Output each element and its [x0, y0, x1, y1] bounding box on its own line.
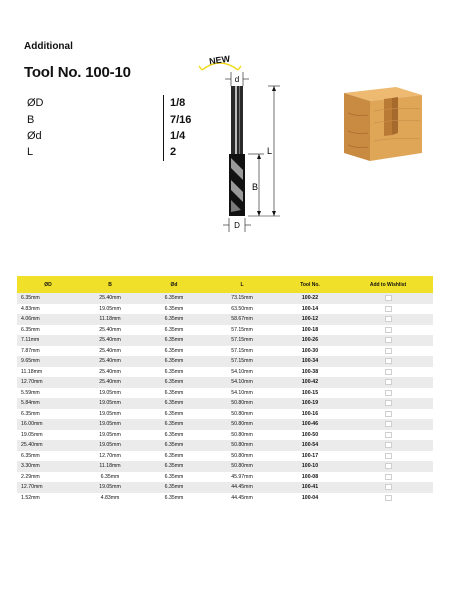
tool-number-cell: 100-50: [277, 430, 343, 441]
wishlist-cell: [343, 314, 433, 325]
table-cell: 19.05mm: [79, 388, 141, 399]
wishlist-checkbox[interactable]: [385, 442, 392, 448]
wishlist-checkbox[interactable]: [385, 358, 392, 364]
wishlist-cell: [343, 325, 433, 336]
wishlist-checkbox[interactable]: [385, 421, 392, 427]
table-row: [17, 419, 433, 430]
table-cell: 6.35mm: [141, 419, 207, 430]
table-cell: 6.35mm: [17, 409, 79, 420]
table-cell: 6.35mm: [141, 346, 207, 357]
table-row: [17, 335, 433, 346]
table-cell: 6.35mm: [141, 367, 207, 378]
wishlist-checkbox[interactable]: [385, 453, 392, 459]
spec-value: 2: [170, 146, 177, 158]
table-cell: 6.35mm: [17, 325, 79, 336]
wishlist-checkbox[interactable]: [385, 495, 392, 501]
wishlist-checkbox[interactable]: [385, 390, 392, 396]
dimension-b-label: B: [252, 182, 259, 192]
spec-label: Ød: [27, 130, 42, 142]
table-cell: 6.35mm: [141, 388, 207, 399]
table-cell: 25.40mm: [79, 293, 141, 304]
table-cell: 25.40mm: [17, 440, 79, 451]
table-cell: 57.15mm: [207, 356, 277, 367]
table-cell: 57.15mm: [207, 346, 277, 357]
spec-divider: [163, 128, 164, 145]
tool-number-cell: 100-30: [277, 346, 343, 357]
spec-row-big-diameter: [24, 97, 214, 114]
table-cell: 7.11mm: [17, 335, 79, 346]
wishlist-cell: [343, 356, 433, 367]
tool-number-cell: 100-22: [277, 293, 343, 304]
table-row: [17, 367, 433, 378]
tool-number-title: Tool No. 100-10: [24, 64, 131, 81]
wishlist-cell: [343, 419, 433, 430]
table-cell: 57.15mm: [207, 335, 277, 346]
table-cell: 54.10mm: [207, 377, 277, 388]
tool-number-cell: 100-16: [277, 409, 343, 420]
table-cell: 45.97mm: [207, 472, 277, 483]
tool-number-cell: 100-41: [277, 482, 343, 493]
spec-row-overall-length: [24, 146, 214, 163]
table-cell: 19.05mm: [79, 430, 141, 441]
dimension-d-big-label: D: [234, 221, 240, 230]
column-header: Ød: [141, 276, 207, 293]
wishlist-checkbox[interactable]: [385, 369, 392, 375]
table-cell: 50.80mm: [207, 398, 277, 409]
table-cell: 11.18mm: [17, 367, 79, 378]
table-cell: 57.15mm: [207, 325, 277, 336]
spec-divider: [163, 95, 164, 112]
table-cell: 58.67mm: [207, 314, 277, 325]
table-cell: 54.10mm: [207, 367, 277, 378]
table-cell: 1.52mm: [17, 493, 79, 504]
table-cell: 25.40mm: [79, 346, 141, 357]
spec-row-shank-diameter: [24, 130, 214, 147]
wishlist-cell: [343, 335, 433, 346]
spec-divider: [163, 112, 164, 129]
column-header: ØD: [17, 276, 79, 293]
table-row: [17, 440, 433, 451]
spec-divider: [163, 144, 164, 161]
table-cell: 19.05mm: [79, 398, 141, 409]
table-cell: 44.45mm: [207, 482, 277, 493]
table-cell: 3.30mm: [17, 461, 79, 472]
wishlist-checkbox[interactable]: [385, 411, 392, 417]
table-cell: 44.45mm: [207, 493, 277, 504]
table-cell: 6.35mm: [141, 398, 207, 409]
tool-number-cell: 100-26: [277, 335, 343, 346]
wishlist-checkbox[interactable]: [385, 295, 392, 301]
tool-number-cell: 100-12: [277, 314, 343, 325]
new-badge: [198, 50, 242, 74]
spec-label: L: [27, 146, 34, 158]
table-cell: 5.59mm: [17, 388, 79, 399]
wishlist-checkbox[interactable]: [385, 463, 392, 469]
table-cell: 12.70mm: [79, 451, 141, 462]
tool-number-cell: 100-42: [277, 377, 343, 388]
table-cell: 6.35mm: [141, 409, 207, 420]
column-header: Add to Wishlist: [343, 276, 433, 293]
table-row: [17, 314, 433, 325]
table-cell: 11.18mm: [79, 314, 141, 325]
table-cell: 5.84mm: [17, 398, 79, 409]
wishlist-checkbox[interactable]: [385, 327, 392, 333]
wishlist-cell: [343, 388, 433, 399]
table-cell: 7.87mm: [17, 346, 79, 357]
table-row: [17, 356, 433, 367]
wishlist-cell: [343, 493, 433, 504]
badge-text: NEW: [208, 53, 231, 67]
tool-number-cell: 100-38: [277, 367, 343, 378]
table-row: [17, 293, 433, 304]
table-cell: 25.40mm: [79, 367, 141, 378]
table-row: [17, 388, 433, 399]
spec-value: 7/16: [170, 114, 192, 126]
wishlist-checkbox[interactable]: [385, 484, 392, 490]
wishlist-cell: [343, 377, 433, 388]
table-cell: 4.83mm: [79, 493, 141, 504]
wishlist-cell: [343, 461, 433, 472]
spec-value: 1/4: [170, 130, 186, 142]
table-row: [17, 346, 433, 357]
table-cell: 6.35mm: [141, 482, 207, 493]
table-cell: 6.35mm: [141, 440, 207, 451]
table-cell: 6.35mm: [141, 493, 207, 504]
spec-row-cut-length: [24, 114, 214, 131]
tool-number-cell: 100-15: [277, 388, 343, 399]
wishlist-checkbox[interactable]: [385, 348, 392, 354]
dimension-d-label: d: [234, 75, 240, 84]
table-cell: 6.35mm: [141, 335, 207, 346]
router-bit-drawing: [198, 72, 294, 238]
table-row: [17, 451, 433, 462]
table-cell: 6.35mm: [141, 377, 207, 388]
table-cell: 2.29mm: [17, 472, 79, 483]
table-cell: 19.05mm: [79, 304, 141, 315]
tool-number-cell: 100-19: [277, 398, 343, 409]
table-cell: 6.35mm: [141, 293, 207, 304]
table-row: [17, 482, 433, 493]
wishlist-cell: [343, 367, 433, 378]
table-row: [17, 461, 433, 472]
tool-number-cell: 100-04: [277, 493, 343, 504]
wishlist-cell: [343, 482, 433, 493]
tool-number-cell: 100-46: [277, 419, 343, 430]
table-cell: 19.05mm: [79, 482, 141, 493]
spec-label: ØD: [27, 97, 44, 109]
table-header-row: [17, 276, 433, 293]
wishlist-checkbox[interactable]: [385, 306, 392, 312]
tool-number-cell: 100-10: [277, 461, 343, 472]
table-row: [17, 430, 433, 441]
table-row: [17, 325, 433, 336]
table-cell: 6.35mm: [141, 314, 207, 325]
table-cell: 50.80mm: [207, 409, 277, 420]
table-cell: 19.05mm: [17, 430, 79, 441]
table-cell: 50.80mm: [207, 440, 277, 451]
column-header: Tool No.: [277, 276, 343, 293]
table-row: [17, 472, 433, 483]
wishlist-cell: [343, 304, 433, 315]
tool-number-cell: 100-17: [277, 451, 343, 462]
table-cell: 19.05mm: [79, 419, 141, 430]
table-cell: 25.40mm: [79, 335, 141, 346]
tool-number-cell: 100-54: [277, 440, 343, 451]
table-row: [17, 409, 433, 420]
wishlist-cell: [343, 472, 433, 483]
table-row: [17, 304, 433, 315]
wishlist-checkbox[interactable]: [385, 400, 392, 406]
wishlist-cell: [343, 430, 433, 441]
wishlist-checkbox[interactable]: [385, 316, 392, 322]
spec-label: B: [27, 114, 35, 126]
table-cell: 50.80mm: [207, 419, 277, 430]
wishlist-checkbox[interactable]: [385, 432, 392, 438]
table-cell: 6.35mm: [141, 325, 207, 336]
section-heading: Additional: [24, 41, 73, 52]
tool-number-cell: 100-08: [277, 472, 343, 483]
table-cell: 63.50mm: [207, 304, 277, 315]
wishlist-cell: [343, 409, 433, 420]
wishlist-cell: [343, 398, 433, 409]
wishlist-cell: [343, 346, 433, 357]
wishlist-checkbox[interactable]: [385, 337, 392, 343]
table-cell: 25.40mm: [79, 377, 141, 388]
table-row: [17, 398, 433, 409]
wishlist-checkbox[interactable]: [385, 379, 392, 385]
wishlist-cell: [343, 451, 433, 462]
table-cell: 12.70mm: [17, 482, 79, 493]
table-cell: 11.18mm: [79, 461, 141, 472]
table-cell: 54.10mm: [207, 388, 277, 399]
table-cell: 6.35mm: [141, 451, 207, 462]
table-cell: 12.70mm: [17, 377, 79, 388]
table-cell: 25.40mm: [79, 325, 141, 336]
wishlist-cell: [343, 440, 433, 451]
wishlist-cell: [343, 293, 433, 304]
spec-value: 1/8: [170, 97, 186, 109]
table-cell: 6.35mm: [17, 451, 79, 462]
tool-number-cell: 100-18: [277, 325, 343, 336]
table-cell: 25.40mm: [79, 356, 141, 367]
table-cell: 50.80mm: [207, 461, 277, 472]
table-cell: 6.35mm: [141, 430, 207, 441]
table-cell: 19.05mm: [79, 440, 141, 451]
column-header: B: [79, 276, 141, 293]
table-body: [17, 293, 433, 503]
tool-table: [17, 276, 433, 503]
table-cell: 4.83mm: [17, 304, 79, 315]
table-cell: 6.35mm: [141, 356, 207, 367]
table-cell: 6.35mm: [79, 472, 141, 483]
table-row: [17, 493, 433, 504]
tool-number-cell: 100-34: [277, 356, 343, 367]
dimension-l-label: L: [267, 146, 273, 156]
table-cell: 4.06mm: [17, 314, 79, 325]
table-cell: 73.15mm: [207, 293, 277, 304]
tool-number-cell: 100-14: [277, 304, 343, 315]
table-cell: 50.80mm: [207, 451, 277, 462]
table-cell: 6.35mm: [141, 304, 207, 315]
table-cell: 19.05mm: [79, 409, 141, 420]
table-cell: 6.35mm: [141, 472, 207, 483]
wood-block-illustration: [338, 83, 428, 165]
wishlist-checkbox[interactable]: [385, 474, 392, 480]
table-cell: 16.00mm: [17, 419, 79, 430]
table-cell: 50.80mm: [207, 430, 277, 441]
table-row: [17, 377, 433, 388]
table-cell: 6.35mm: [17, 293, 79, 304]
table-cell: 6.35mm: [141, 461, 207, 472]
table-cell: 9.65mm: [17, 356, 79, 367]
column-header: L: [207, 276, 277, 293]
